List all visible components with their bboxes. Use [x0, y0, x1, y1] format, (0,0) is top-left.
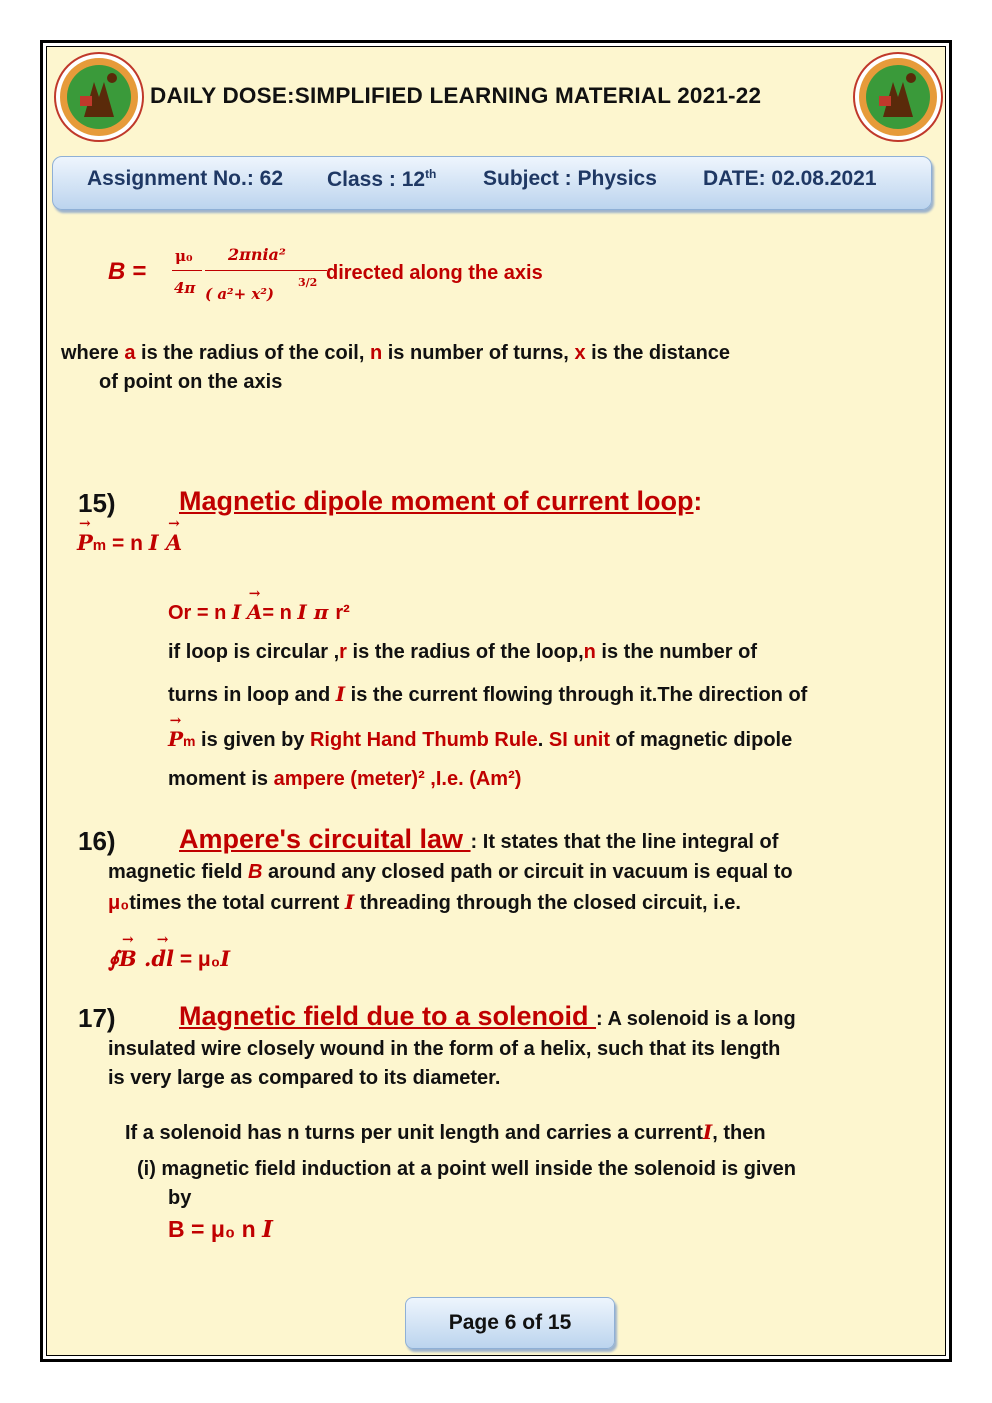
s15-line-2: turns in loop and I is the current flowing through it.The direction of: [168, 682, 808, 706]
s15-line-1: if loop is circular ,r is the radius of the loop,n is the number of: [168, 641, 757, 663]
where-line-1: where a is the radius of the coil, n is number of turns, x is the distance: [61, 342, 731, 364]
page-number: Page 6 of 15: [405, 1297, 615, 1349]
section-15-number: 15): [78, 488, 116, 518]
s16-line-2: magnetic field B around any closed path or circuit in vacuum is equal to: [108, 861, 793, 883]
s17-line-4: If a solenoid has n turns per unit length and carries a currentI, then: [125, 1120, 766, 1144]
s15-line-4: moment is ampere (meter)² ,I.e. (Am²): [168, 768, 522, 790]
section-17-heading: Magnetic field due to a solenoid : A solenoid is a long: [179, 1001, 796, 1031]
s15-line-3: → Pm is given by Right Hand Thumb Rule. SI unit of magnetic dipole: [168, 727, 792, 752]
right-logo-icon: [853, 52, 943, 142]
s17-line-5: (i) magnetic field induction at a point well inside the solenoid is given: [137, 1158, 796, 1180]
document-title: DAILY DOSE:SIMPLIFIED LEARNING MATERIAL 2021-22: [150, 83, 762, 108]
ampere-law-equation: ∮→ B .→ dl = μ₀I: [108, 946, 230, 972]
or-formula: Or = n I → A= n I π r²: [168, 600, 350, 625]
subject-label: Subject : Physics: [483, 167, 657, 190]
assignment-banner: [52, 156, 932, 210]
s17-line-6: by: [168, 1187, 192, 1209]
date-label: DATE: 02.08.2021: [703, 167, 877, 190]
section-17-number: 17): [78, 1003, 116, 1033]
s16-line-3: μ₀times the total current I threading through the closed circuit, i.e.: [108, 890, 741, 914]
s17-line-3: is very large as compared to its diameter.: [108, 1067, 501, 1089]
class-label: Class : 12th: [327, 167, 437, 191]
section-16-heading: Ampere's circuital law : It states that the line integral of: [179, 824, 779, 854]
where-line-2: of point on the axis: [99, 371, 283, 393]
dipole-moment-equation: → Pm = n I → A: [77, 530, 182, 556]
s17-line-2: insulated wire closely wound in the form of a helix, such that its length: [108, 1038, 781, 1060]
assignment-number: Assignment No.: 62: [87, 167, 284, 190]
section-15-heading: Magnetic dipole moment of current loop:: [179, 486, 703, 516]
solenoid-field-equation: B = μ₀ n I: [168, 1216, 273, 1243]
left-logo-icon: [54, 52, 144, 142]
section-16-number: 16): [78, 826, 116, 856]
